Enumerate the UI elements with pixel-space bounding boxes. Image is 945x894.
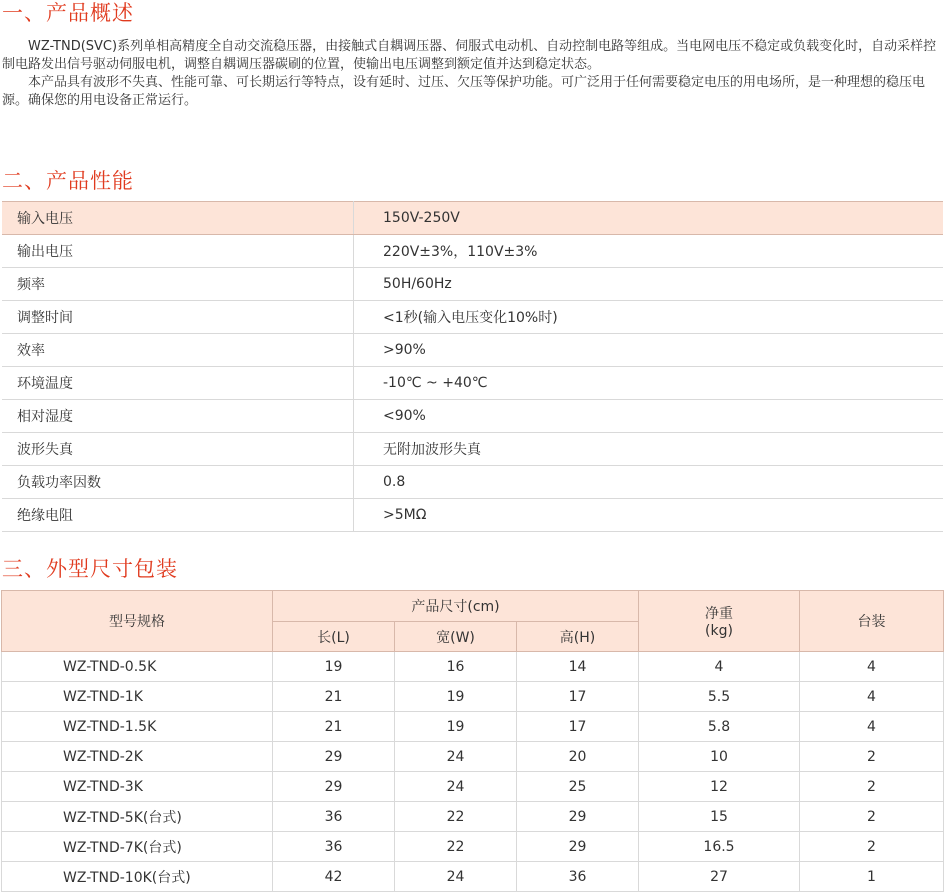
header-weight-label: 净重 <box>705 606 733 622</box>
qty-cell: 2 <box>800 832 944 862</box>
qty-cell: 2 <box>800 742 944 772</box>
model-cell: WZ-TND-2K <box>2 742 273 772</box>
qty-cell: 2 <box>800 772 944 802</box>
weight-cell: 5.8 <box>639 712 800 742</box>
length-cell: 29 <box>273 772 395 802</box>
qty-cell: 4 <box>800 712 944 742</box>
length-cell: 42 <box>273 862 395 892</box>
model-cell: WZ-TND-10K(台式) <box>2 862 273 892</box>
section-overview-title: 一、产品概述 <box>2 1 134 25</box>
header-weight <box>639 591 800 652</box>
height-cell: 29 <box>517 832 639 862</box>
performance-row <box>2 268 943 301</box>
table-row <box>2 802 944 832</box>
performance-value: 0.8 <box>354 466 944 499</box>
weight-cell: 12 <box>639 772 800 802</box>
width-cell: 16 <box>395 652 517 682</box>
header-weight-unit: (kg) <box>705 623 733 639</box>
model-cell: WZ-TND-7K(台式) <box>2 832 273 862</box>
table-row <box>2 682 944 712</box>
width-cell: 19 <box>395 712 517 742</box>
performance-value: -10℃ ~ +40℃ <box>354 367 944 400</box>
performance-value: 50H/60Hz <box>354 268 944 301</box>
performance-value: <90% <box>354 400 944 433</box>
header-width: 宽(W) <box>395 622 517 652</box>
overview-text <box>2 38 942 110</box>
length-cell: 19 <box>273 652 395 682</box>
height-cell: 25 <box>517 772 639 802</box>
table-row <box>2 862 944 892</box>
height-cell: 29 <box>517 802 639 832</box>
performance-row <box>2 367 943 400</box>
qty-cell: 2 <box>800 802 944 832</box>
performance-value: >5MΩ <box>354 499 944 532</box>
overview-paragraph-1: WZ-TND(SVC)系列单相高精度全自动交流稳压器，由接触式自耦调压器、伺服式电动机、自动控制电路等组成。当电网电压不稳定或负载变化时，自动采样控制电路发出信号驱动伺服电机，调整自耦调压器碳刷的位置，使输出电压调整到额定值并达到稳定状态。 <box>2 39 937 72</box>
package-table <box>1 590 944 892</box>
width-cell: 24 <box>395 862 517 892</box>
performance-key: 绝缘电阻 <box>2 499 354 532</box>
model-cell: WZ-TND-1.5K <box>2 712 273 742</box>
qty-cell: 1 <box>800 862 944 892</box>
performance-table <box>2 201 943 532</box>
performance-value: 220V±3%，110V±3% <box>354 235 944 268</box>
table-row <box>2 772 944 802</box>
section-package-title: 三、外型尺寸包装 <box>2 557 178 581</box>
overview-paragraph-2: 本产品具有波形不失真、性能可靠、可长期运行等特点，设有延时、过压、欠压等保护功能。可广泛用于任何需要稳定电压的用电场所，是一种理想的稳压电源。确保您的用电设备正常运行。 <box>2 75 926 108</box>
qty-cell: 4 <box>800 682 944 712</box>
table-row <box>2 652 944 682</box>
width-cell: 24 <box>395 742 517 772</box>
table-row <box>2 742 944 772</box>
header-qty: 台装 <box>800 591 944 652</box>
performance-key: 调整时间 <box>2 301 354 334</box>
weight-cell: 4 <box>639 652 800 682</box>
width-cell: 22 <box>395 802 517 832</box>
weight-cell: 27 <box>639 862 800 892</box>
section-performance-title: 二、产品性能 <box>2 169 134 193</box>
width-cell: 19 <box>395 682 517 712</box>
performance-row <box>2 334 943 367</box>
weight-cell: 5.5 <box>639 682 800 712</box>
performance-row <box>2 301 943 334</box>
table-row <box>2 832 944 862</box>
height-cell: 20 <box>517 742 639 772</box>
performance-key: 相对湿度 <box>2 400 354 433</box>
length-cell: 21 <box>273 682 395 712</box>
model-cell: WZ-TND-5K(台式) <box>2 802 273 832</box>
weight-cell: 10 <box>639 742 800 772</box>
length-cell: 36 <box>273 832 395 862</box>
header-height: 高(H) <box>517 622 639 652</box>
performance-row <box>2 433 943 466</box>
performance-row <box>2 235 943 268</box>
table-row <box>2 712 944 742</box>
header-model: 型号规格 <box>2 591 273 652</box>
performance-key: 负载功率因数 <box>2 466 354 499</box>
width-cell: 24 <box>395 772 517 802</box>
performance-key: 效率 <box>2 334 354 367</box>
performance-value: 150V-250V <box>354 202 944 235</box>
weight-cell: 16.5 <box>639 832 800 862</box>
qty-cell: 4 <box>800 652 944 682</box>
performance-row <box>2 400 943 433</box>
performance-row <box>2 499 943 532</box>
header-length: 长(L) <box>273 622 395 652</box>
height-cell: 17 <box>517 682 639 712</box>
performance-row <box>2 202 943 235</box>
length-cell: 21 <box>273 712 395 742</box>
performance-key: 输入电压 <box>2 202 354 235</box>
performance-key: 频率 <box>2 268 354 301</box>
width-cell: 22 <box>395 832 517 862</box>
weight-cell: 15 <box>639 802 800 832</box>
performance-value: >90% <box>354 334 944 367</box>
performance-key: 环境温度 <box>2 367 354 400</box>
performance-value: 无附加波形失真 <box>354 433 944 466</box>
performance-row <box>2 466 943 499</box>
performance-value: <1秒(输入电压变化10%时) <box>354 301 944 334</box>
length-cell: 36 <box>273 802 395 832</box>
height-cell: 36 <box>517 862 639 892</box>
header-size: 产品尺寸(cm) <box>273 591 639 622</box>
model-cell: WZ-TND-1K <box>2 682 273 712</box>
height-cell: 17 <box>517 712 639 742</box>
model-cell: WZ-TND-0.5K <box>2 652 273 682</box>
length-cell: 29 <box>273 742 395 772</box>
height-cell: 14 <box>517 652 639 682</box>
performance-key: 波形失真 <box>2 433 354 466</box>
performance-key: 输出电压 <box>2 235 354 268</box>
model-cell: WZ-TND-3K <box>2 772 273 802</box>
